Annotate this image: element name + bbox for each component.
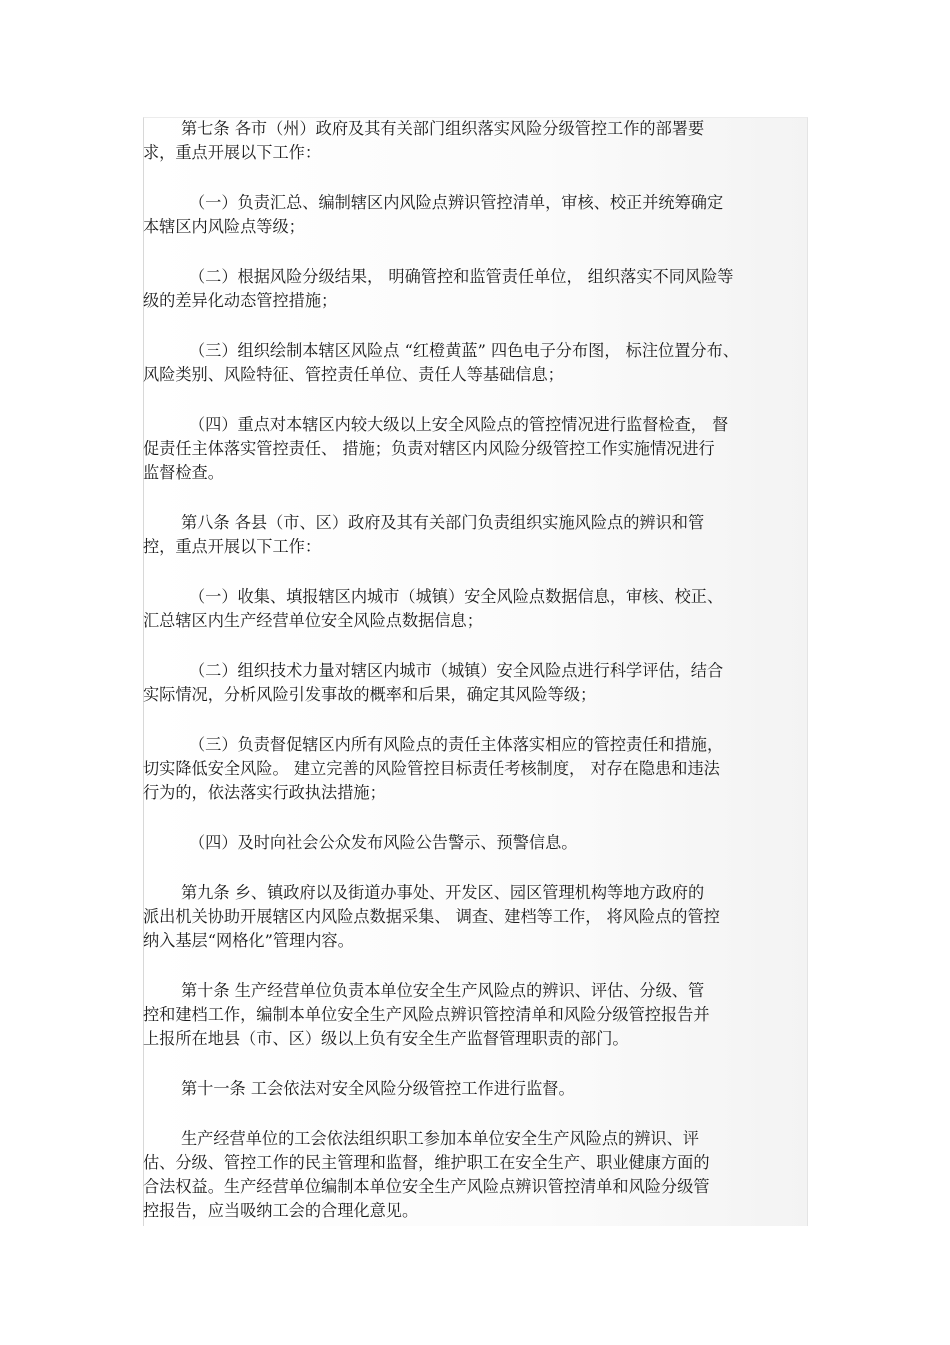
text-line: （四）及时向社会公众发布风险公告警示、预警信息。: [189, 833, 578, 852]
text-line: 合法权益。生产经营单位编制本单位安全生产风险点辨识管控清单和风险分级管: [143, 1177, 710, 1196]
text-line: 级的差异化动态管控措施；: [143, 291, 338, 310]
text-line: 控和建档工作，编制本单位安全生产风险点辨识管控清单和风险分级管控报告并: [143, 1005, 710, 1024]
document-body: [143, 117, 803, 1249]
text-line: 第九条 乡、镇政府以及街道办事处、开发区、园区管理机构等地方政府的: [181, 883, 705, 902]
article-8: [143, 511, 803, 559]
text-line: （二）组织技术力量对辖区内城市（城镇）安全风险点进行科学评估，结合: [189, 661, 724, 680]
text-line: 上报所在地县（市、区）级以上负有安全生产监督管理职责的部门。: [143, 1029, 629, 1048]
text-line: 控报告，应当吸纳工会的合理化意见。: [143, 1201, 419, 1220]
text-line: （三）负责督促辖区内所有风险点的责任主体落实相应的管控责任和措施，: [189, 735, 724, 754]
text-line: 促责任主体落实管控责任、 措施；负责对辖区内风险分级管控工作实施情况进行: [143, 439, 715, 458]
article-7-item-3: [143, 339, 803, 387]
text-line: 本辖区内风险点等级；: [143, 217, 305, 236]
article-8-item-1: [143, 585, 803, 633]
text-line: 第十条 生产经营单位负责本单位安全生产风险点的辨识、评估、分级、管: [181, 981, 705, 1000]
article-7-item-4: [143, 413, 803, 485]
text-line: 实际情况，分析风险引发事故的概率和后果，确定其风险等级；: [143, 685, 597, 704]
text-line: 控，重点开展以下工作：: [143, 537, 322, 556]
article-8-item-3: [143, 733, 803, 805]
text-line: （三）组织绘制本辖区风险点 “红橙黄蓝” 四色电子分布图， 标注位置分布、: [189, 341, 739, 360]
text-line: 生产经营单位的工会依法组织职工参加本单位安全生产风险点的辨识、评: [181, 1129, 699, 1148]
text-line: 派出机关协助开展辖区内风险点数据采集、 调查、建档等工作， 将风险点的管控: [143, 907, 720, 926]
text-line: 纳入基层“网格化”管理内容。: [143, 931, 354, 950]
text-line: 切实降低安全风险。 建立完善的风险管控目标责任考核制度， 对存在隐患和违法: [143, 759, 720, 778]
text-line: （四）重点对本辖区内较大级以上安全风险点的管控情况进行监督检查， 督: [189, 415, 729, 434]
article-8-item-4: [143, 831, 803, 855]
text-line: （二）根据风险分级结果， 明确管控和监管责任单位， 组织落实不同风险等: [189, 267, 734, 286]
text-line: 风险类别、风险特征、管控责任单位、责任人等基础信息；: [143, 365, 564, 384]
text-line: 求，重点开展以下工作：: [143, 143, 322, 162]
article-7: [143, 117, 803, 165]
article-11-paragraph: [143, 1127, 803, 1223]
article-9: [143, 881, 803, 953]
text-line: 第八条 各县（市、区）政府及其有关部门负责组织实施风险点的辨识和管: [181, 513, 705, 532]
text-line: 第七条 各市（州）政府及其有关部门组织落实风险分级管控工作的部署要: [181, 119, 705, 138]
text-line: 估、分级、管控工作的民主管理和监督，维护职工在安全生产、职业健康方面的: [143, 1153, 710, 1172]
text-line: （一）收集、填报辖区内城市（城镇）安全风险点数据信息，审核、校正、: [189, 587, 724, 606]
text-line: 行为的，依法落实行政执法措施；: [143, 783, 386, 802]
article-11: [143, 1077, 803, 1101]
article-7-item-1: [143, 191, 803, 239]
article-7-item-2: [143, 265, 803, 313]
text-line: 汇总辖区内生产经营单位安全风险点数据信息；: [143, 611, 483, 630]
article-8-item-2: [143, 659, 803, 707]
text-line: （一）负责汇总、编制辖区内风险点辨识管控清单，审核、校正并统筹确定: [189, 193, 724, 212]
text-line: 监督检查。: [143, 463, 224, 482]
text-line: 第十一条 工会依法对安全风险分级管控工作进行监督。: [181, 1079, 575, 1098]
article-10: [143, 979, 803, 1051]
